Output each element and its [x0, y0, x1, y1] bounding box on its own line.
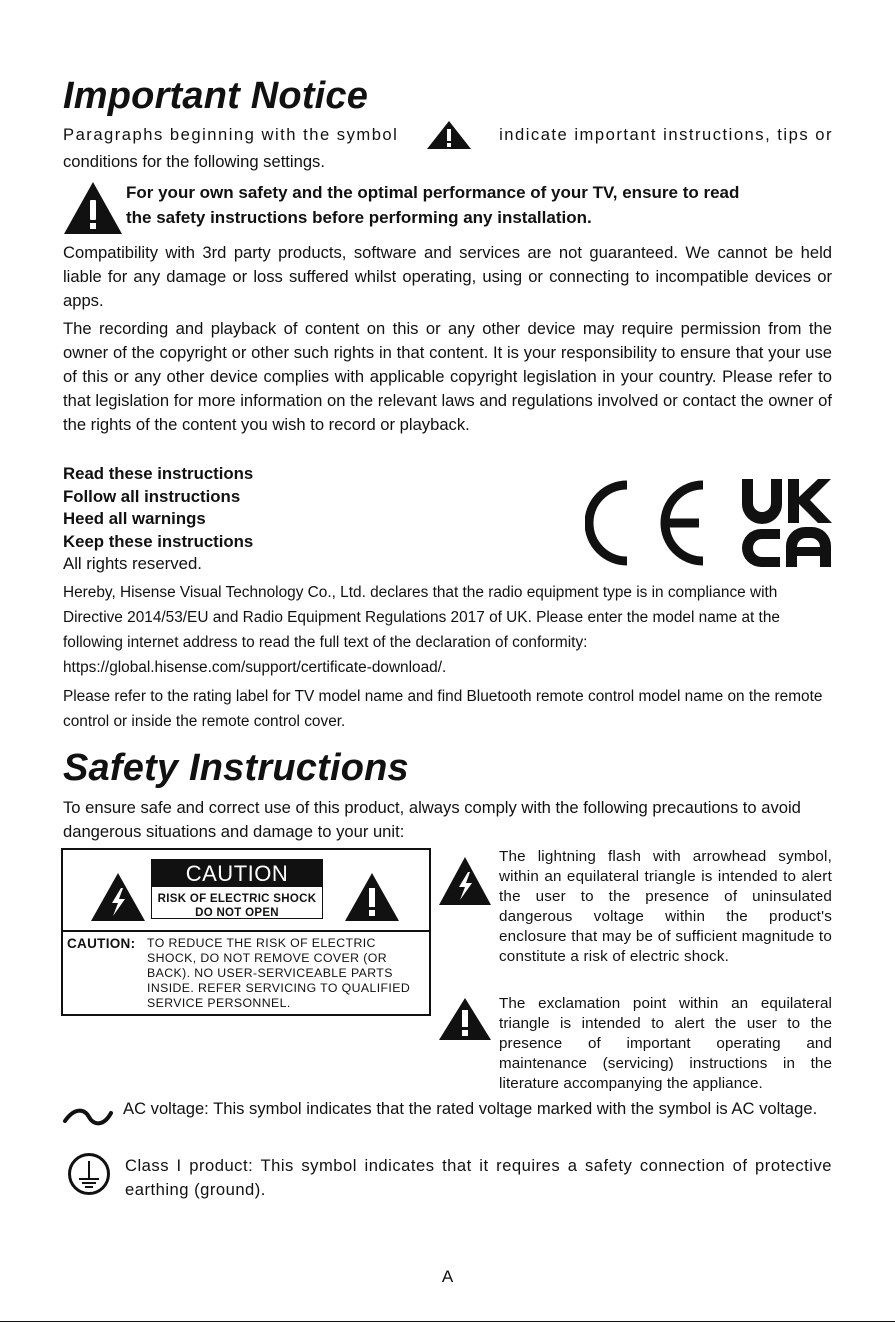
- safety-line-1: For your own safety and the optimal performance of your TV, ensure to read: [126, 183, 740, 202]
- lightning-warning-icon: [90, 872, 146, 922]
- warning-icon: [63, 181, 123, 235]
- caution-lines: [147, 936, 437, 1011]
- caution-line: SHOCK, DO NOT REMOVE COVER (OR: [147, 951, 387, 965]
- class-one-ground-icon: [67, 1152, 111, 1196]
- risk-line-1: RISK OF ELECTRIC SHOCK: [157, 893, 317, 905]
- caution-line: SERVICE PERSONNEL.: [147, 996, 291, 1010]
- page-number: A: [441, 1267, 454, 1286]
- ac-voltage-icon: [62, 1106, 114, 1128]
- safety-intro: To ensure safe and correct use of this product, always comply with the following precautions to avoid dangerous situations and damage to your unit:: [63, 798, 801, 841]
- safety-notice: [126, 180, 836, 230]
- caution-line: INSIDE. REFER SERVICING TO QUALIFIED: [147, 981, 411, 995]
- notice-intro: [63, 120, 833, 174]
- ukca-mark-icon: [742, 479, 832, 567]
- safety-line-2: the safety instructions before performing any installation.: [126, 208, 592, 227]
- ce-ukca-marks: [585, 477, 835, 569]
- ce-mark-icon: [589, 485, 703, 561]
- lightning-description: The lightning flash with arrowhead symbol, within an equilateral triangle is intended to alert the user to the presence of uninsulated dangerous voltage within the product's enclosure that may be of sufficient magnitude to constitute a risk of electric shock.: [499, 848, 832, 965]
- intro-before-text: Paragraphs beginning with the symbol: [63, 125, 399, 144]
- ac-voltage-description: AC voltage: This symbol indicates that the rated voltage marked with the symbol is AC voltage.: [123, 1099, 818, 1118]
- intro-line-2: conditions for the following settings.: [63, 152, 325, 171]
- instruction-item: Heed all warnings: [63, 509, 206, 528]
- instructions-list: [63, 463, 363, 576]
- exclamation-warning-icon: [438, 997, 492, 1041]
- notice-title: Important Notice: [63, 75, 369, 117]
- bottom-rule: [0, 1321, 895, 1322]
- instruction-item: Read these instructions: [63, 464, 254, 483]
- instruction-item: Keep these instructions: [63, 531, 254, 551]
- caution-center: [151, 859, 323, 919]
- rights-text: All rights reserved.: [63, 554, 202, 573]
- caution-line: TO REDUCE THE RISK OF ELECTRIC: [147, 936, 376, 950]
- caution-prefix: CAUTION:: [67, 936, 136, 951]
- declaration-paragraph: Hereby, Hisense Visual Technology Co., Ltd. declares that the radio equipment type is in compliance with Directive 2014/53/EU and Radio Equipment Regulations 2017 of UK. Please enter the model name at the following internet address to read the full text of the declaration of conformity: https://global.hisense.com/support/certificate-download/.: [63, 584, 780, 676]
- caution-label-box: [61, 848, 431, 1016]
- compatibility-paragraph: Compatibility with 3rd party products, software and services are not guaranteed. We cannot be held liable for any damage or loss suffered whilst operating, using or connecting to incompatible devices or apps.: [63, 243, 832, 310]
- caution-heading: CAUTION: [152, 860, 322, 887]
- risk-line-2: DO NOT OPEN: [195, 907, 279, 919]
- recording-paragraph: The recording and playback of content on this or any other device may require permission from the owner of the copyright or other such rights in that content. It is your responsibility to ensure that your use of this or any other device complies with applicable copyright legislation in your country. Please refer to that legislation for more information on the relevant laws and regulations involved or contact the owner of the rights of the content you wish to record or playback.: [63, 319, 832, 434]
- exclamation-description: The exclamation point within an equilateral triangle is intended to alert the user to the presence of important operating and maintenance (servicing) instructions in the literature accompanying the appliance.: [499, 995, 832, 1092]
- instruction-item: Follow all instructions: [63, 486, 241, 506]
- lightning-warning-icon: [438, 856, 492, 906]
- intro-after-text: indicate important instructions, tips or: [499, 125, 833, 144]
- rating-paragraph: Please refer to the rating label for TV model name and find Bluetooth remote control model name on the remote control or inside the remote control cover.: [63, 688, 823, 730]
- class-one-description: Class I product: This symbol indicates that it requires a safety connection of protective earthing (ground).: [125, 1156, 832, 1199]
- safety-title: Safety Instructions: [63, 747, 409, 789]
- caution-header: [63, 850, 429, 932]
- exclamation-warning-icon: [344, 872, 400, 922]
- caution-line: BACK). NO USER-SERVICEABLE PARTS: [147, 966, 393, 980]
- warning-icon: [426, 120, 472, 150]
